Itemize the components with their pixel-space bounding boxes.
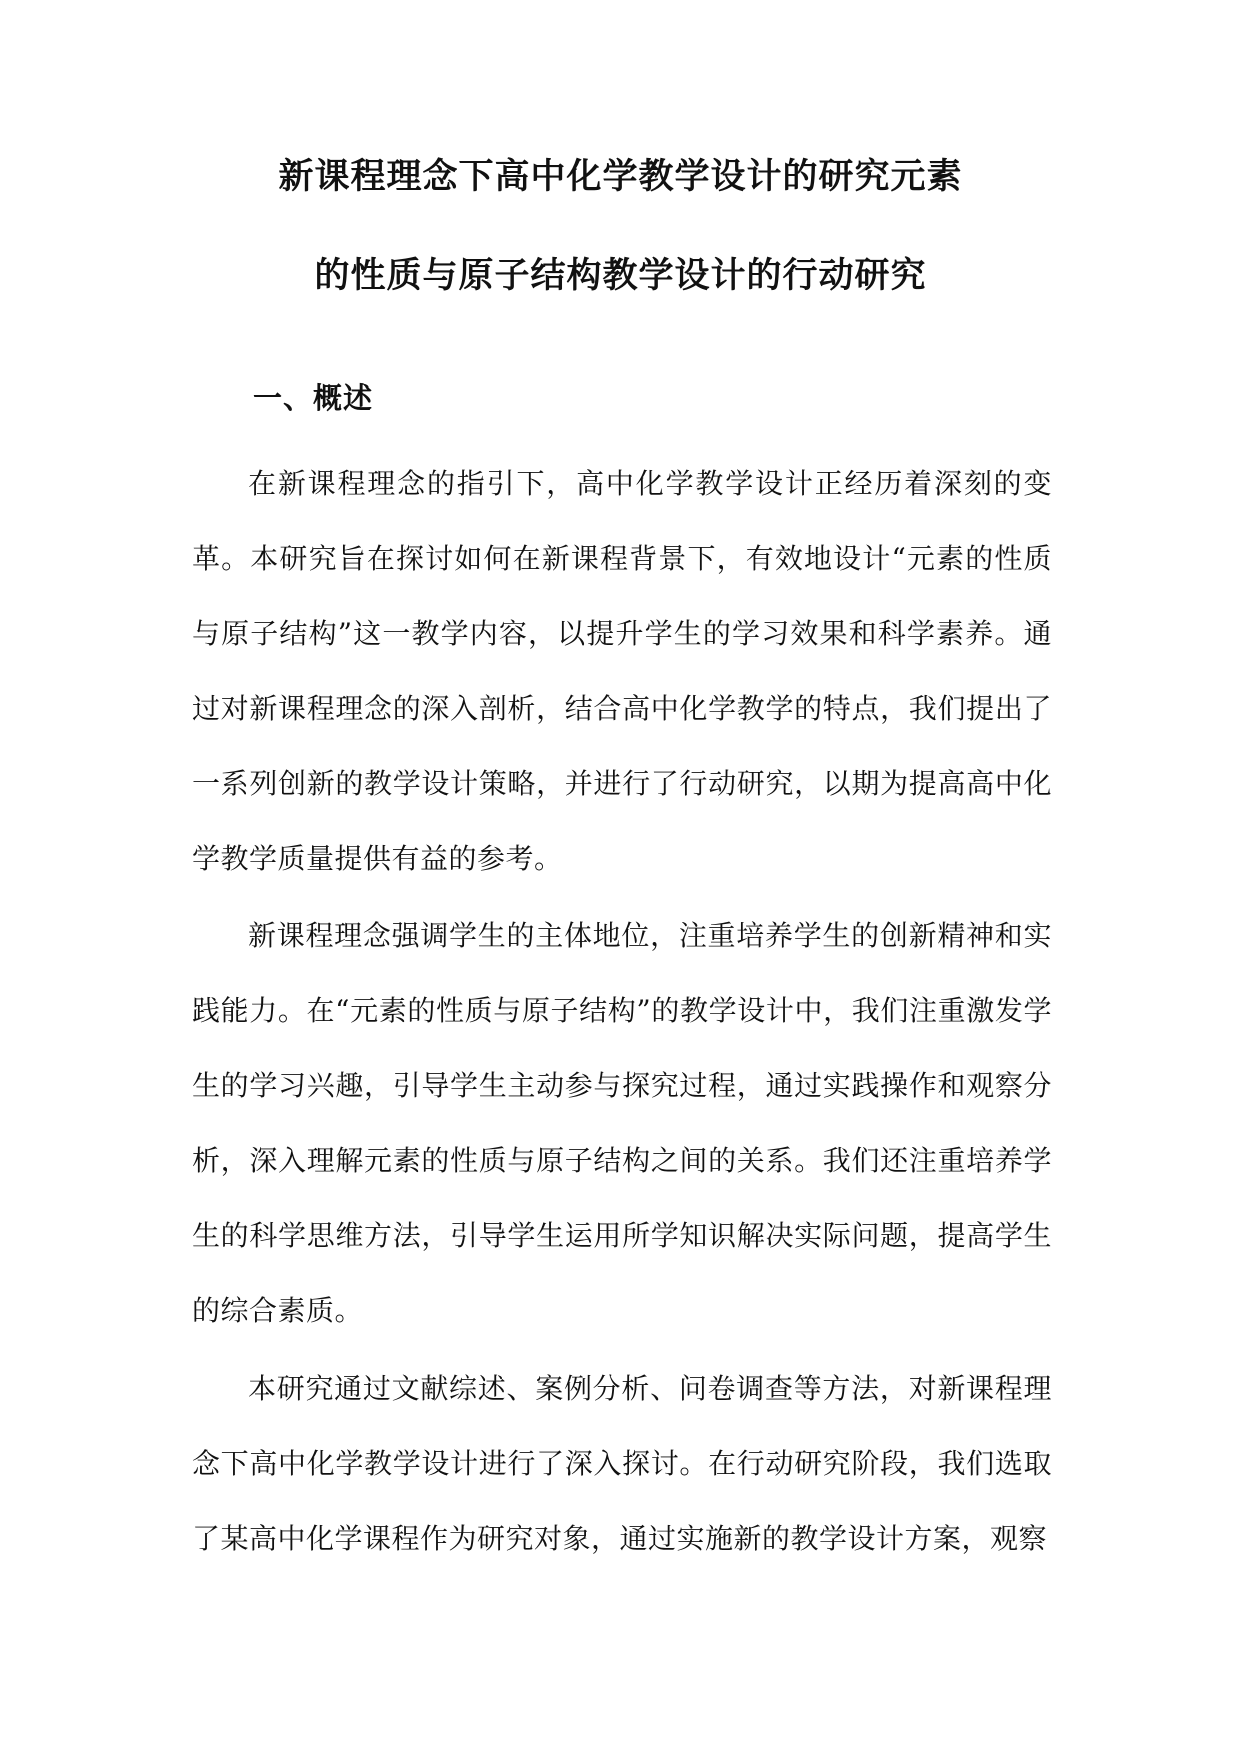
paragraph-2: 新课程理念强调学生的主体地位，注重培养学生的创新精神和实践能力。在“元素的性质与原子结构”的教学设计中，我们注重激发学生的学习兴趣，引导学生主动参与探究过程，通过实践操作和观察分析，深入理解元素的性质与原子结构之间的关系。我们还注重培养学生的科学思维方法，引导学生运用所学知识解决实际问题，提高学生的综合素质。 — [192, 919, 1052, 1327]
paragraph-3: 本研究通过文献综述、案例分析、问卷调查等方法，对新课程理念下高中化学教学设计进行了深入探讨。在行动研究阶段，我们选取了某高中化学课程作为研究对象，通过实施新的教学设计方案，观察 — [192, 1372, 1052, 1555]
section-heading-overview: 一、概述 — [253, 381, 374, 415]
paragraph-1: 在新课程理念的指引下，高中化学教学设计正经历着深刻的变革。本研究旨在探讨如何在新课程背景下，有效地设计“元素的性质与原子结构”这一教学内容，以提升学生的学习效果和科学素养。通过对新课程理念的深入剖析，结合高中化学教学的特点，我们提出了一系列创新的教学设计策略，并进行了行动研究，以期为提高高中化学教学质量提供有益的参考。 — [192, 467, 1052, 875]
document-title-line-2: 的性质与原子结构教学设计的行动研究 — [314, 256, 927, 296]
document-title-line-1: 新课程理念下高中化学教学设计的研究元素 — [278, 157, 963, 197]
